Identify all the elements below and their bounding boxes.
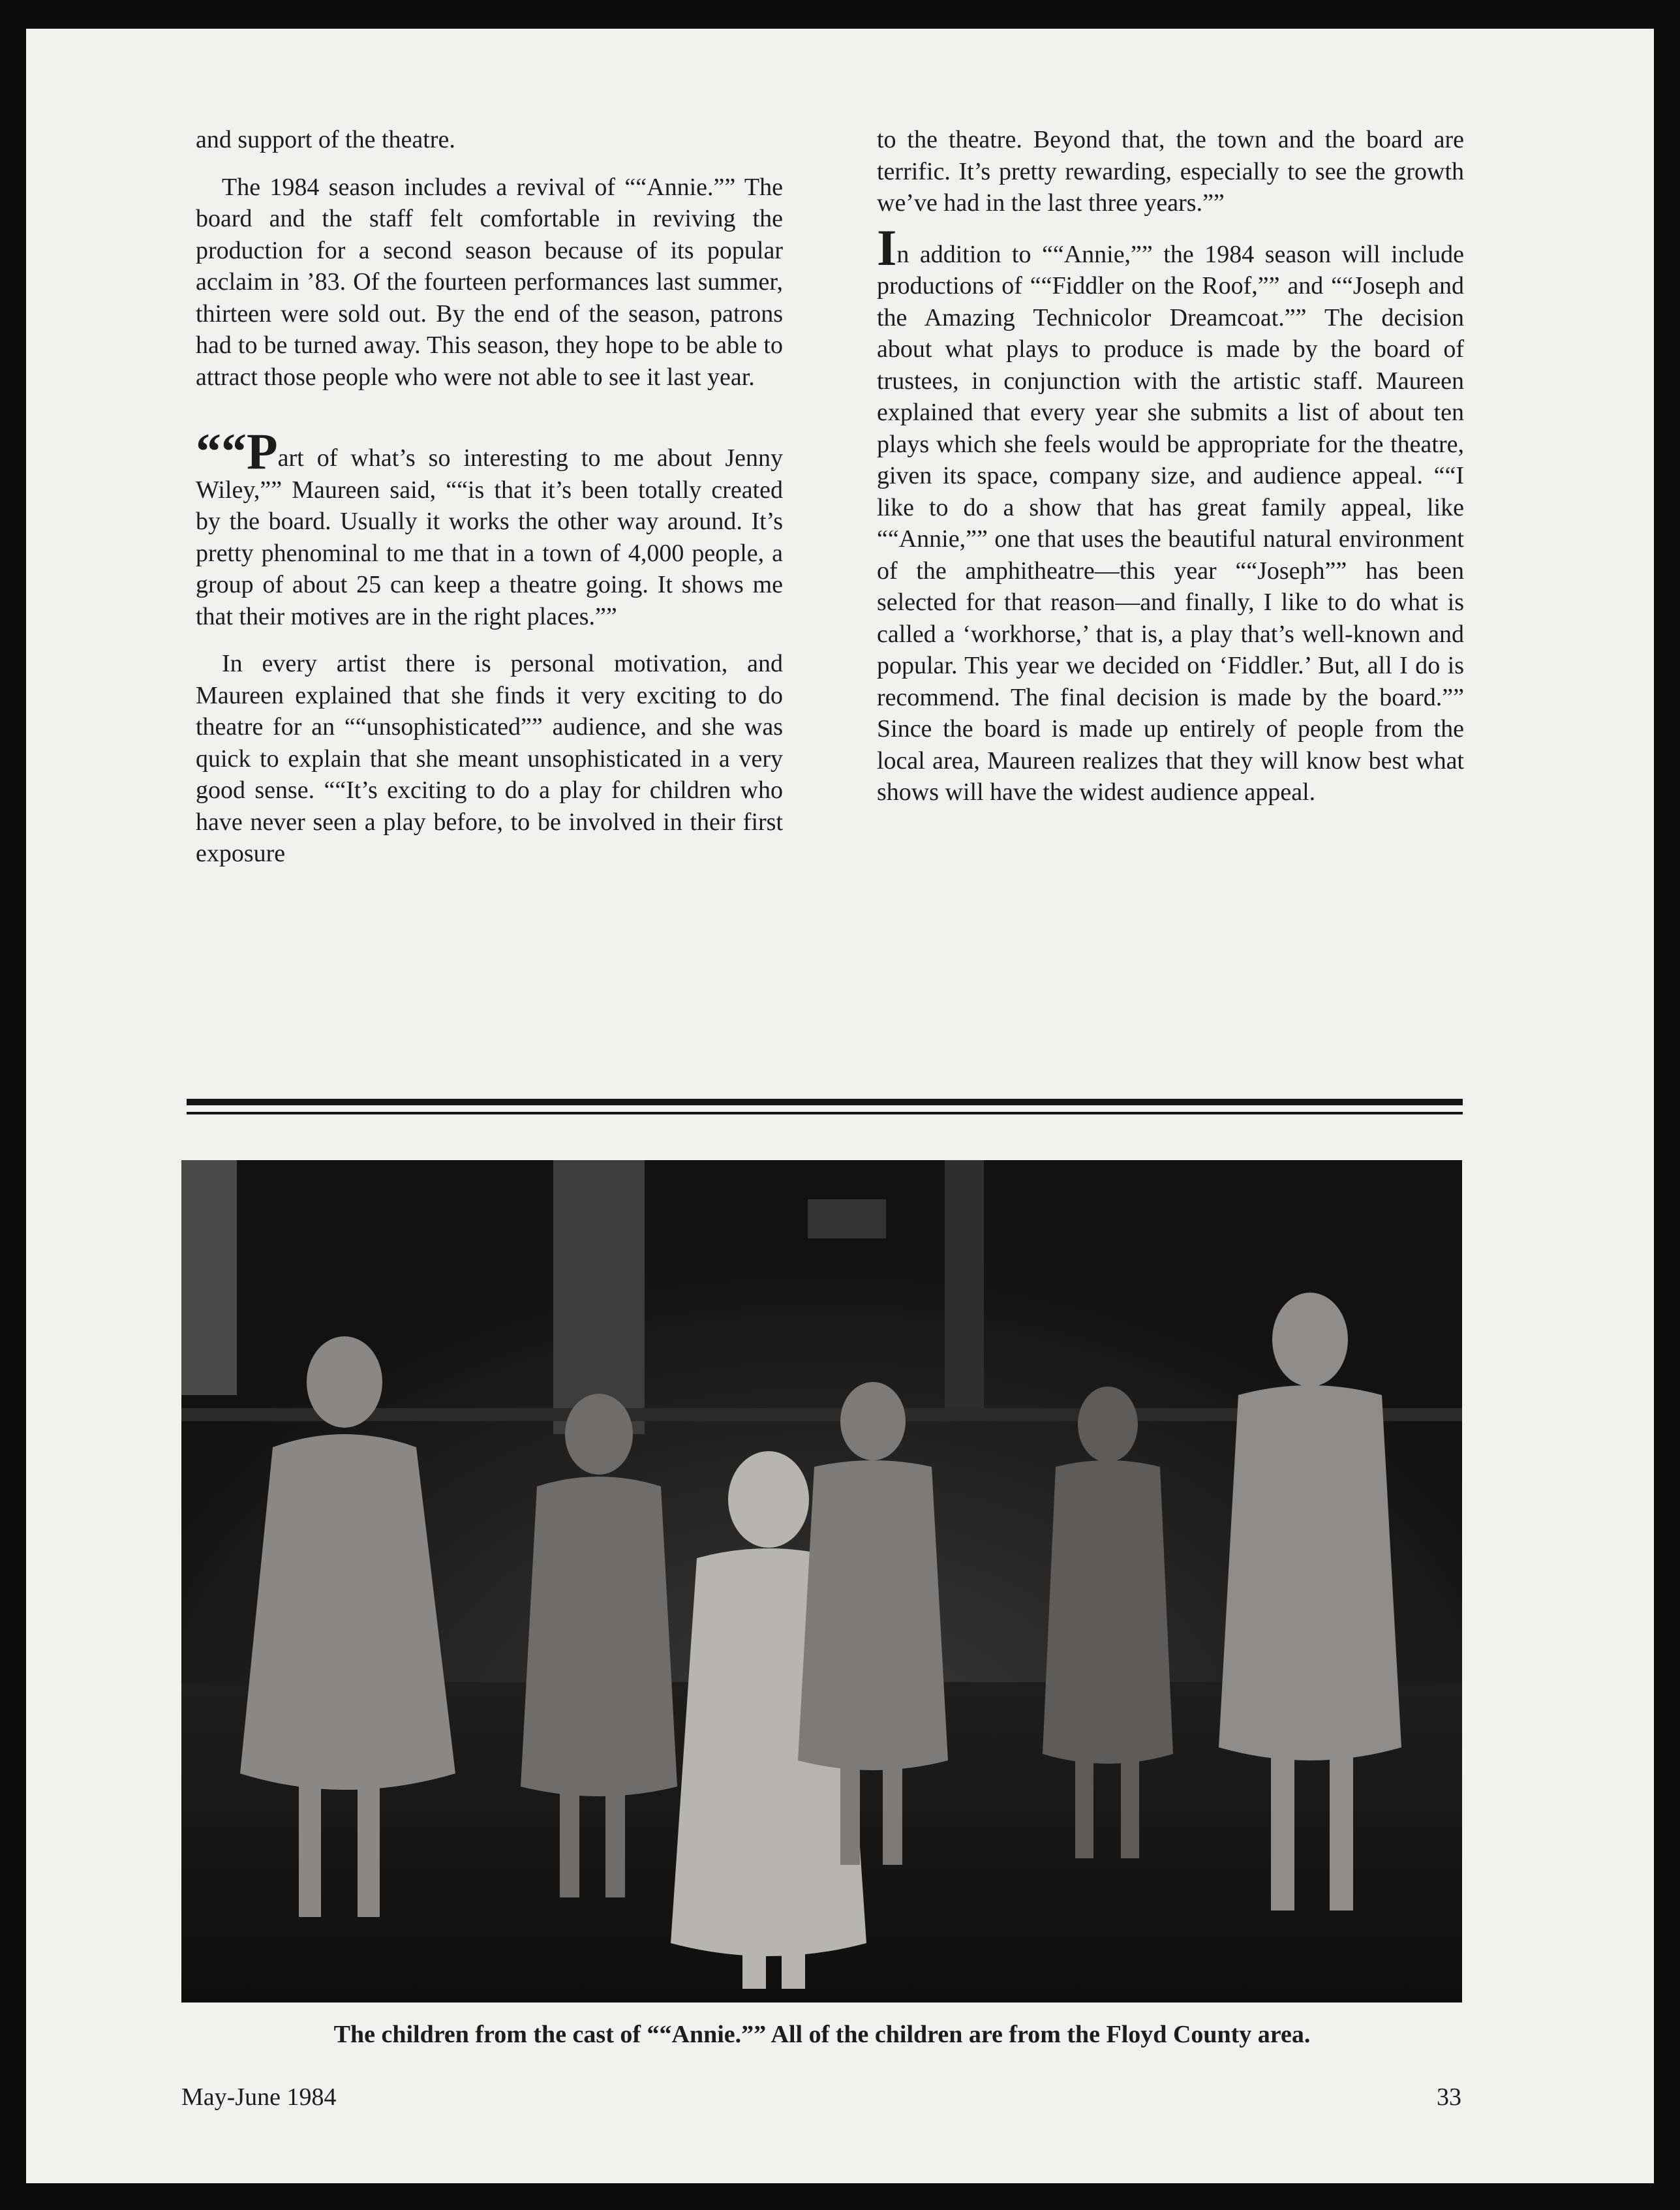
right-column [877,124,1464,824]
paragraph-with-dropcap [877,219,1464,808]
left-column [196,124,783,885]
magazine-page [26,29,1654,2183]
paragraph: to the theatre. Beyond that, the town and the board are terrific. It’s pretty rewarding, especially to see the growth we’ve had in the last three years.”” [877,126,1464,217]
paragraph-with-dropcap [196,423,783,632]
drop-cap: I [877,219,897,276]
paragraph-text: art of what’s so interesting to me about Jenny Wiley,”” Maureen said, ““is that it’s been totally created by the board. Usually it works the other way around. It’s pretty phenominal to me that in a town of 4,000 people, a group of about 25 can keep a theatre going. It shows me that their motives are in the right places.”” [196,444,783,630]
paragraph-text: n addition to ““Annie,”” the 1984 season will include productions of ““Fiddler on the Roof,”” and ““Joseph and the Amazing Technicolor Dreamcoat.”” The decision about what plays to produce is made by the board of trustees, in conjunction with the artistic staff. Maureen explained that every year she submits a list of about ten plays which she feels would be appropriate for the theatre, given its space, company size, and audience appeal. ““I like to do a show that has great family appeal, like ““Annie,”” one that uses the beautiful natural environment of the amphitheatre—this year ““Joseph”” has been selected for that reason—and finally, I like to do what is called a ‘workhorse,’ that is, a play that’s well-known and popular. This year we decided on ‘Fiddler.’ But, all I do is recommend. The final decision is made by the board.”” Since the board is made up entirely of people from the local area, Maureen realizes that they will know best what shows will have the widest audience appeal. [877,240,1464,806]
issue-date: May-June 1984 [181,2083,337,2111]
page-number: 33 [1437,2083,1461,2111]
paragraph: and support of the theatre. [196,126,455,153]
drop-cap: ““P [196,423,278,480]
divider-rule-thick [187,1099,1463,1105]
cast-photo [181,1160,1462,2003]
paragraph: In every artist there is personal motivation, and Maureen explained that she finds it very exciting to do theatre for an ““unsophisticated”” audience, and she was quick to explain that she meant unsophisticated in a very good sense. ““It’s exciting to do a play for children who have never seen a play before, to be involved in their first exposure [196,650,783,867]
divider-rule-thin [187,1112,1463,1114]
photo-caption: The children from the cast of ““Annie.”” All of the children are from the Floyd County area. [333,2021,1311,2048]
paragraph: The 1984 season includes a revival of ““Annie.”” The board and the staff felt comfortable in reviving the production for a second season because of its popular acclaim in ’83. Of the fourteen performances last summer, thirteen were sold out. By the end of the season, patrons had to be turned away. This season, they hope to be able to attract those people who were not able to see it last year. [196,173,783,391]
